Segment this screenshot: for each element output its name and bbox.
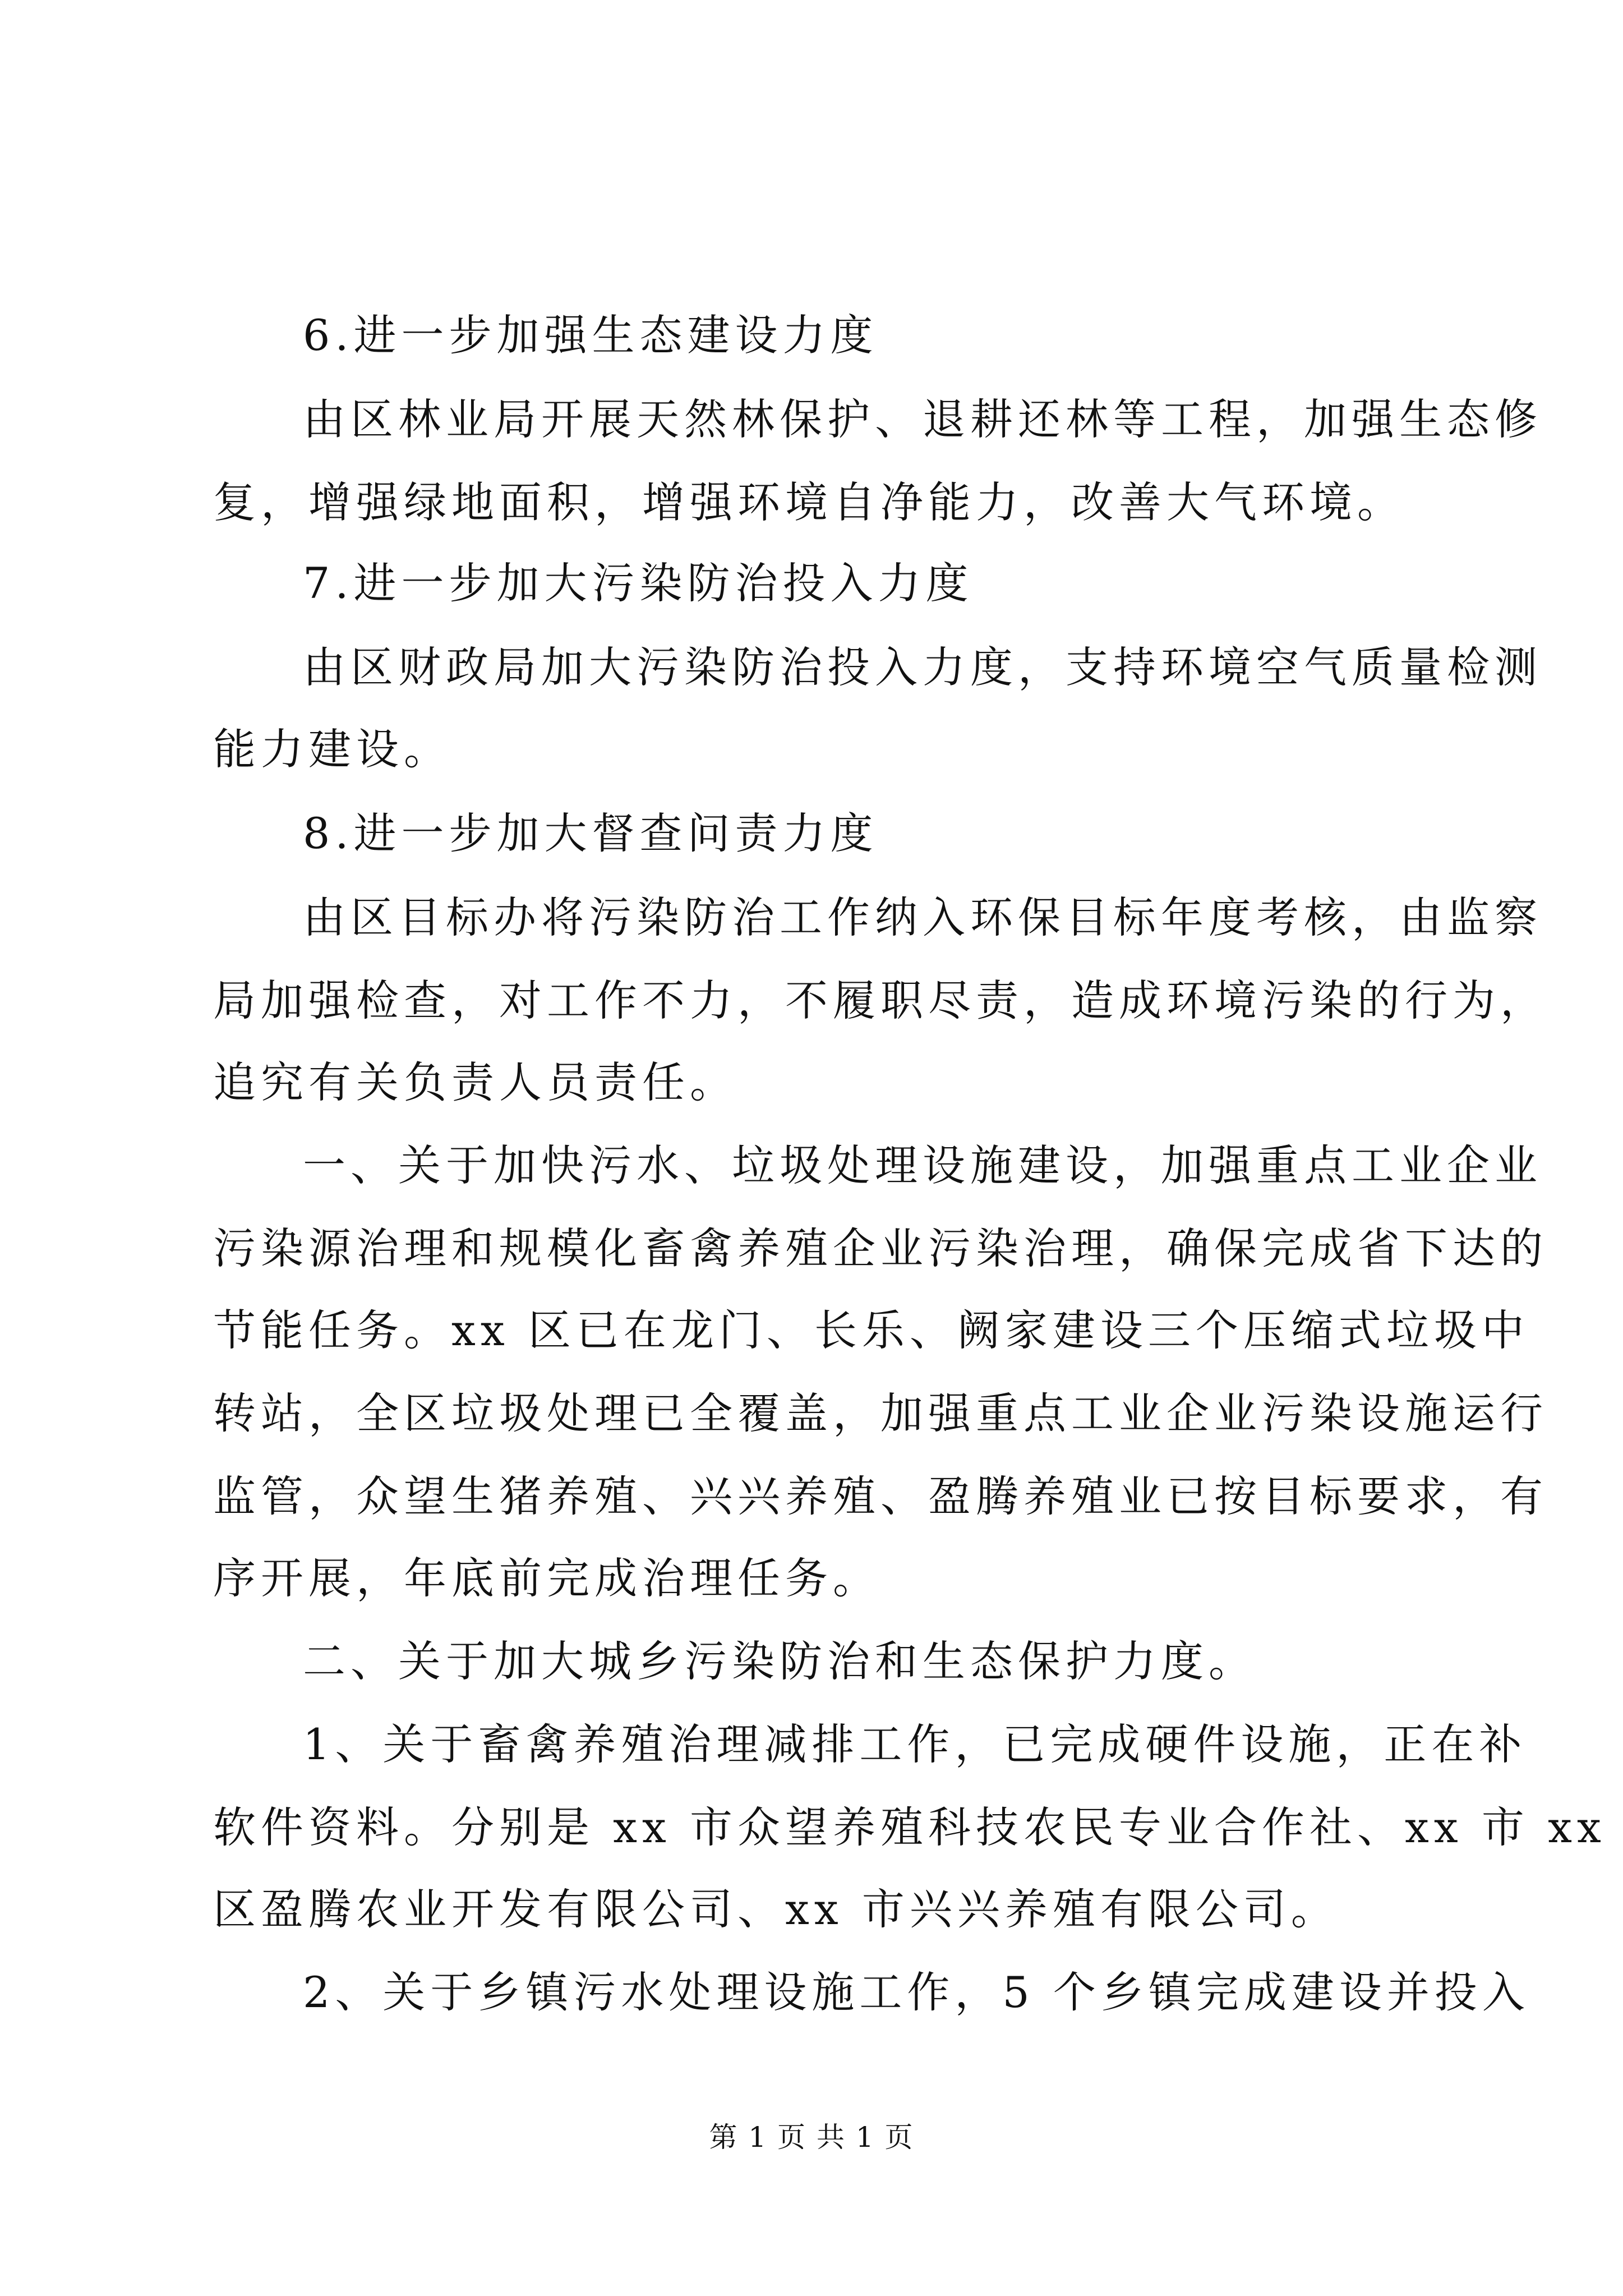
paragraph-line: 局加强检查，对工作不力，不履职尽责，造成环境污染的行为， xyxy=(213,976,1548,1025)
paragraph-line: 一、关于加快污水、垃圾处理设施建设，加强重点工业企业 xyxy=(303,1140,1542,1190)
page-footer: 第 1 页 共 1 页 xyxy=(709,2121,914,2154)
paragraph-line: 由区财政局加大污染防治投入力度，支持环境空气质量检测 xyxy=(303,642,1542,692)
paragraph-line: 由区林业局开展天然林保护、退耕还林等工程，加强生态修 xyxy=(303,394,1542,444)
paragraph-line: 追究有关负责人员责任。 xyxy=(213,1057,737,1107)
section-heading-2: 二、关于加大城乡污染防治和生态保护力度。 xyxy=(303,1636,1256,1686)
paragraph-line: 复，增强绿地面积，增强环境自净能力，改善大气环境。 xyxy=(213,477,1405,527)
paragraph-line: 序开展，年底前完成治理任务。 xyxy=(213,1553,880,1603)
section-heading-7: 7.进一步加大污染防治投入力度 xyxy=(303,558,974,608)
paragraph-line: 由区目标办将污染防治工作纳入环保目标年度考核，由监察 xyxy=(303,892,1542,942)
paragraph-line: 污染源治理和规模化畜禽养殖企业污染治理，确保完成省下达的 xyxy=(213,1223,1548,1273)
paragraph-line: 转站，全区垃圾处理已全覆盖，加强重点工业企业污染设施运行 xyxy=(213,1388,1548,1438)
paragraph-line: 1、关于畜禽养殖治理减排工作，已完成硬件设施，正在补 xyxy=(303,1719,1527,1769)
section-heading-6: 6.进一步加强生态建设力度 xyxy=(303,310,878,360)
section-heading-8: 8.进一步加大督查问责力度 xyxy=(303,808,878,858)
paragraph-line: 节能任务。xx 区已在龙门、长乐、阙家建设三个压缩式垃圾中 xyxy=(213,1305,1529,1355)
paragraph-line: 区盈腾农业开发有限公司、xx 市兴兴养殖有限公司。 xyxy=(213,1884,1339,1934)
paragraph-line: 能力建设。 xyxy=(213,724,451,774)
paragraph-line: 软件资料。分别是 xx 市众望养殖科技农民专业合作社、xx 市 xx xyxy=(213,1802,1606,1852)
paragraph-line: 2、关于乡镇污水处理设施工作，5 个乡镇完成建设并投入 xyxy=(303,1967,1530,2017)
paragraph-line: 监管，众望生猪养殖、兴兴养殖、盈腾养殖业已按目标要求，有 xyxy=(213,1471,1548,1521)
